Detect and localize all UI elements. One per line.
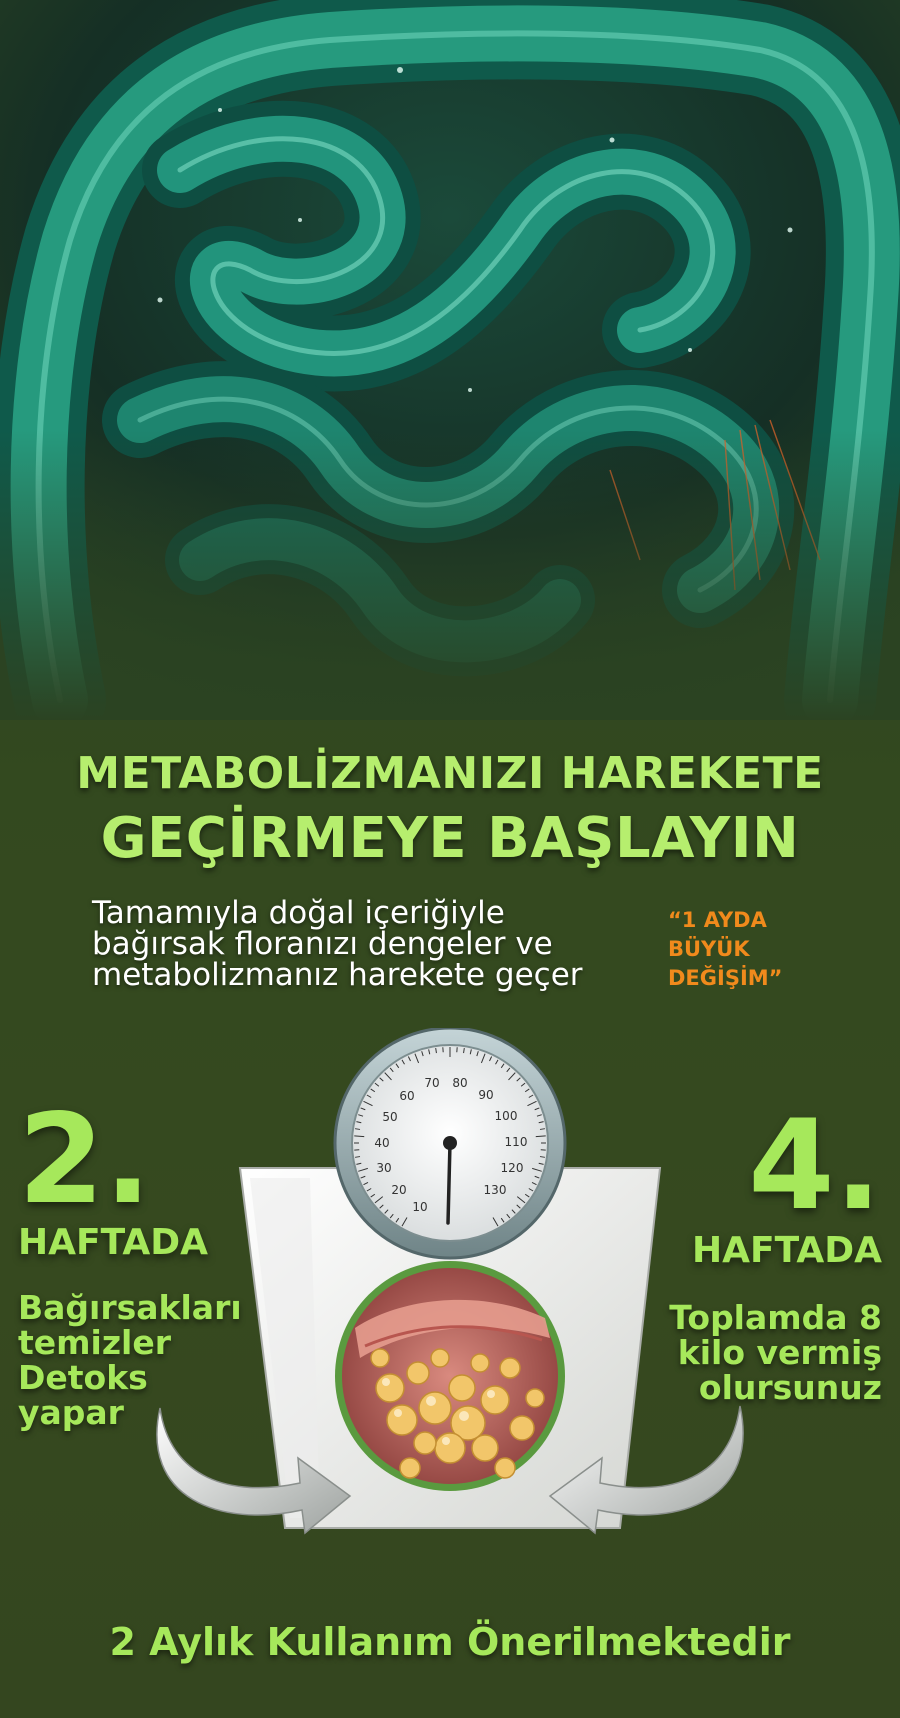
right-benefit-line: Toplamda 8 bbox=[669, 1298, 882, 1337]
dial-number: 70 bbox=[424, 1076, 440, 1090]
quote-badge bbox=[668, 906, 828, 993]
left-week-label: HAFTADA bbox=[18, 1222, 208, 1263]
gut-microscope-icon bbox=[335, 1261, 565, 1491]
right-benefit-line: olursunuz bbox=[698, 1368, 882, 1407]
quote-line: DEĞİŞİM” bbox=[668, 966, 783, 990]
dial-number: 40 bbox=[374, 1136, 390, 1150]
dial-number: 130 bbox=[483, 1183, 507, 1197]
left-benefit-text bbox=[18, 1290, 278, 1430]
headline-line-1: METABOLİZMANIZI HAREKETE bbox=[76, 748, 824, 799]
right-benefit-line: kilo vermiş bbox=[677, 1333, 882, 1372]
intestine-illustration-icon bbox=[0, 0, 900, 720]
left-week-number: 2. bbox=[18, 1088, 152, 1232]
usage-recommendation: 2 Aylık Kullanım Önerilmektedir bbox=[109, 1620, 791, 1664]
dial-number: 120 bbox=[500, 1161, 524, 1175]
description-line: bağırsak floranızı dengeler ve bbox=[92, 926, 553, 962]
right-week-label: HAFTADA bbox=[692, 1230, 882, 1271]
left-benefit-line: yapar bbox=[18, 1393, 124, 1432]
quote-line: BÜYÜK bbox=[668, 937, 750, 961]
dial-number: 110 bbox=[504, 1135, 528, 1149]
right-week-number: 4. bbox=[748, 1094, 882, 1238]
dial-number: 80 bbox=[452, 1076, 468, 1090]
quote-line: “1 AYDA bbox=[668, 908, 767, 932]
headline-line-2: GEÇİRMEYE BAŞLAYIN bbox=[100, 806, 800, 871]
dial-number: 20 bbox=[391, 1183, 407, 1197]
description-line: Tamamıyla doğal içeriğiyle bbox=[92, 895, 505, 931]
description-line: metabolizmanız harekete geçer bbox=[92, 957, 583, 993]
dial-number: 60 bbox=[399, 1089, 415, 1103]
description-text bbox=[92, 895, 652, 993]
left-benefit-line: Detoks bbox=[18, 1358, 148, 1397]
left-benefit-line: temizler bbox=[18, 1323, 172, 1362]
dial-number: 90 bbox=[478, 1088, 494, 1102]
dial-number: 30 bbox=[376, 1161, 392, 1175]
dial-number: 10 bbox=[412, 1200, 428, 1214]
right-benefit-text bbox=[606, 1300, 882, 1405]
left-benefit-line: Bağırsakları bbox=[18, 1288, 242, 1327]
dial-number: 100 bbox=[494, 1109, 518, 1123]
dial-number: 50 bbox=[382, 1110, 398, 1124]
